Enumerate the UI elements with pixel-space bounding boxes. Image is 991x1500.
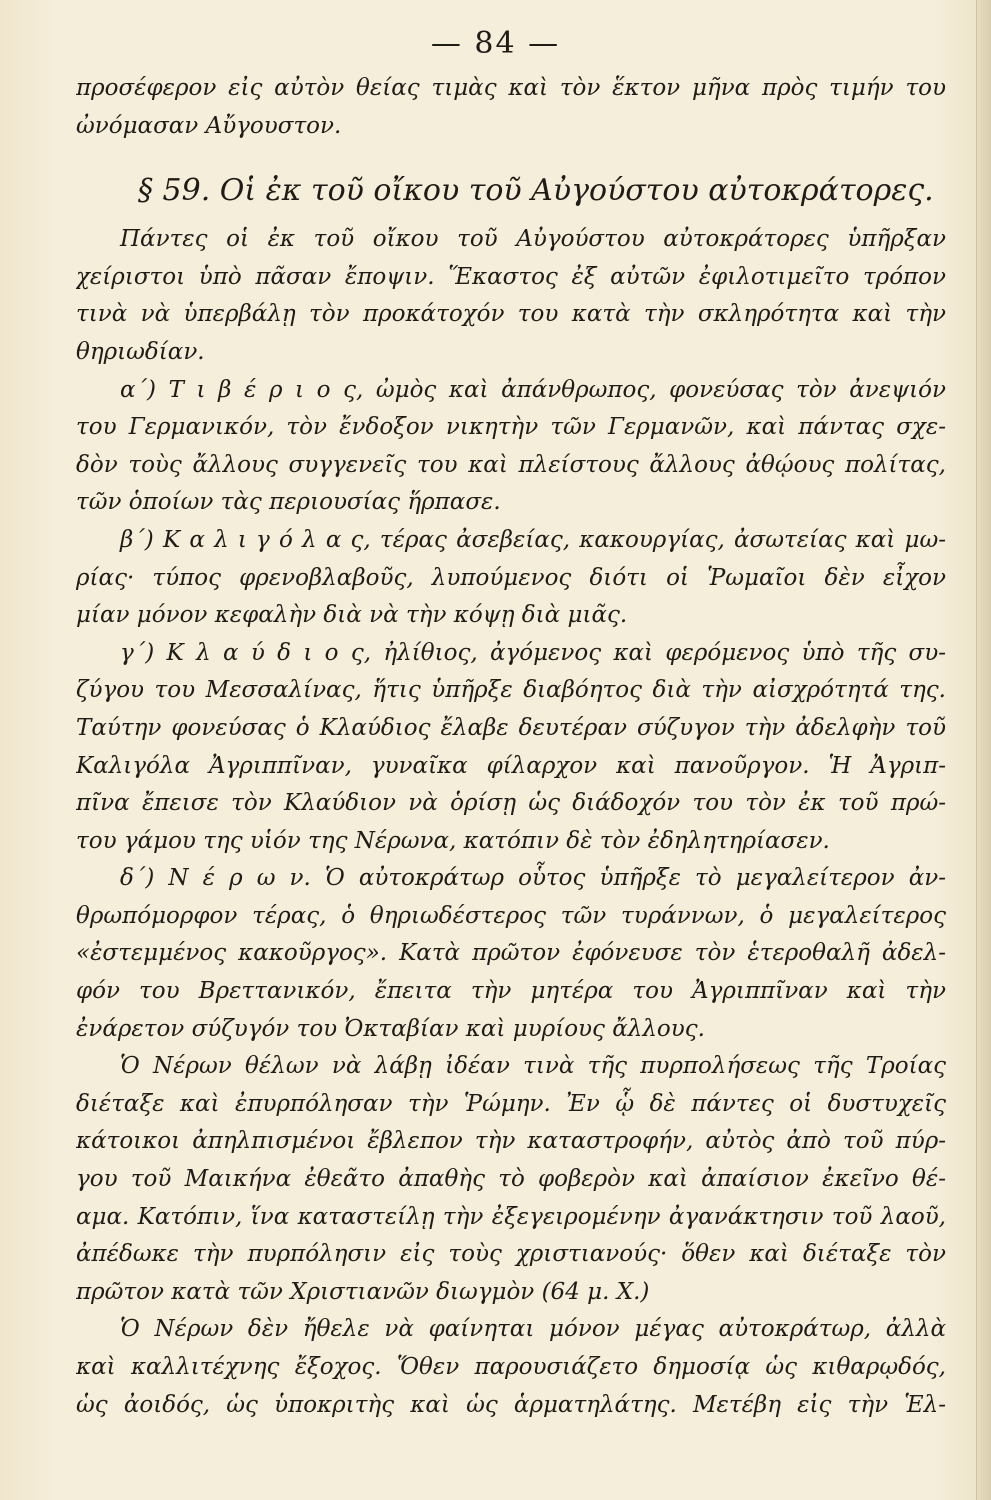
text-line: Ταύτην φονεύσας ὁ Κλαύδιος ἔλαβε δευτέραν σύζυγον τὴν ἀδελφὴν τοῦ [76,714,946,741]
text-line: γου τοῦ Μαικήνα ἐθεᾶτο ἀπαθὴς τὸ φοβερὸν καὶ ἀπαίσιον ἐκεῖνο θέ- [76,1166,946,1193]
text-line: Καλιγόλα Ἀγριππῖναν, γυναῖκα φίλαρχον καὶ πανοῦργον. Ἡ Ἀγριπ- [76,752,946,779]
text-line: δ΄) Ν έ ρ ω ν. Ὁ αὐτοκράτωρ οὗτος ὑπῆρξε τὸ μεγαλείτερον ἀν- [120,865,946,892]
text-line: τῶν ὁποίων τὰς περιουσίας ἥρπασε. [76,489,501,516]
page-number: — 84 — [430,26,561,61]
page-edge [976,0,991,1500]
text-line: «ἐστεμμένος κακοῦργος». Κατὰ πρῶτον ἐφόνευσε τὸν ἑτεροθαλῆ ἀδελ- [76,940,946,967]
text-line: α΄) Τ ι β έ ρ ι ο ς, ὠμὸς καὶ ἀπάνθρωπος, φονεύσας τὸν ἀνεψιόν [120,376,946,403]
text-line: του Γερμανικόν, τὸν ἔνδοξον νικητὴν τῶν Γερμανῶν, καὶ πάντας σχε- [76,414,946,441]
text-line: καὶ καλλιτέχνης ἔξοχος. Ὅθεν παρουσιάζετο δημοσίᾳ ὡς κιθαρῳδός, [76,1354,946,1380]
text-line: ὠνόμασαν Αὔγουστον. [76,112,342,139]
text-line: πῖνα ἔπεισε τὸν Κλαύδιον νὰ ὁρίσῃ ὡς διάδοχόν του τὸν ἐκ τοῦ πρώ- [76,790,946,817]
text-line: φόν του Βρεττανικόν, ἔπειτα τὴν μητέρα του Ἀγριππῖναν καὶ τὴν [76,978,946,1005]
text-line: ζύγου του Μεσσαλίνας, ἥτις ὑπῆρξε διαβόητος διὰ τὴν αἰσχρότητά της. [76,677,946,704]
section-heading: § 59. Οἱ ἐκ τοῦ οἴκου τοῦ Αὐγούστου αὐτοκράτορες. [138,173,934,209]
text-line: αμα. Κατόπιν, ἵνα καταστείλῃ τὴν ἐξεγειρομένην ἀγανάκτησιν τοῦ λαοῦ, [76,1203,946,1230]
text-line: Ὁ Νέρων δὲν ἤθελε νὰ φαίνηται μόνον μέγας αὐτοκράτωρ, ἀλλὰ [120,1316,946,1343]
text-line: δὸν τοὺς ἄλλους συγγενεῖς του καὶ πλείστους ἄλλους ἀθῴους πολίτας, [76,451,946,478]
text-line: προσέφερον εἰς αὐτὸν θείας τιμὰς καὶ τὸν ἕκτον μῆνα πρὸς τιμήν του [76,75,946,101]
text-line: Πάντες οἱ ἐκ τοῦ οἴκου τοῦ Αὐγούστου αὐτοκράτορες ὑπῆρξαν [120,226,946,253]
text-line: πρῶτον κατὰ τῶν Χριστιανῶν διωγμὸν (64 μ. Χ.) [76,1278,650,1305]
text-line: β΄) Κ α λ ι γ ό λ α ς, τέρας ἀσεβείας, κακουργίας, ἀσωτείας καὶ μω- [120,526,946,553]
text-line: χείριστοι ὑπὸ πᾶσαν ἔποψιν. Ἕκαστος ἐξ αὐτῶν ἐφιλοτιμεῖτο τρόπον [76,263,946,290]
text-line: θηριωδίαν. [76,338,205,365]
text-line: γ΄) Κ λ α ύ δ ι ο ς, ἠλίθιος, ἀγόμενος καὶ φερόμενος ὑπὸ τῆς συ- [120,639,946,666]
text-line: θρωπόμορφον τέρας, ὁ θηριωδέστερος τῶν τυράννων, ὁ μεγαλείτερος [76,902,946,929]
text-line: μίαν μόνον κεφαλὴν διὰ νὰ τὴν κόψῃ διὰ μιᾶς. [76,602,628,629]
text-line: κάτοικοι ἀπηλπισμένοι ἔβλεπον τὴν καταστροφήν, αὐτὸς ἀπὸ τοῦ πύρ- [76,1128,946,1155]
text-line: ρίας· τύπος φρενοβλαβοῦς, λυπούμενος διότι οἱ Ῥωμαῖοι δὲν εἶχον [76,564,946,591]
text-line: ἐνάρετον σύζυγόν του Ὀκταβίαν καὶ μυρίους ἄλλους. [76,1015,705,1042]
page-text [76,70,946,1424]
text-line: ὡς ἀοιδός, ὡς ὑποκριτὴς καὶ ὡς ἁρματηλάτης. Μετέβη εἰς τὴν Ἑλ- [76,1391,946,1418]
text-line: Ὁ Νέρων θέλων νὰ λάβῃ ἰδέαν τινὰ τῆς πυρπολήσεως τῆς Τροίας [120,1053,946,1080]
text-line: τινὰ νὰ ὑπερβάλῃ τὸν προκάτοχόν του κατὰ τὴν σκληρότητα καὶ τὴν [76,301,946,328]
text-line: του γάμου της υἱόν της Νέρωνα, κατόπιν δὲ τὸν ἐδηλητηρίασεν. [76,827,830,854]
text-line: ἀπέδωκε τὴν πυρπόλησιν εἰς τοὺς χριστιανούς· ὅθεν καὶ διέταξε τὸν [76,1241,946,1268]
text-line: διέταξε καὶ ἐπυρπόλησαν τὴν Ῥώμην. Ἐν ᾧ δὲ πάντες οἱ δυστυχεῖς [76,1090,946,1117]
